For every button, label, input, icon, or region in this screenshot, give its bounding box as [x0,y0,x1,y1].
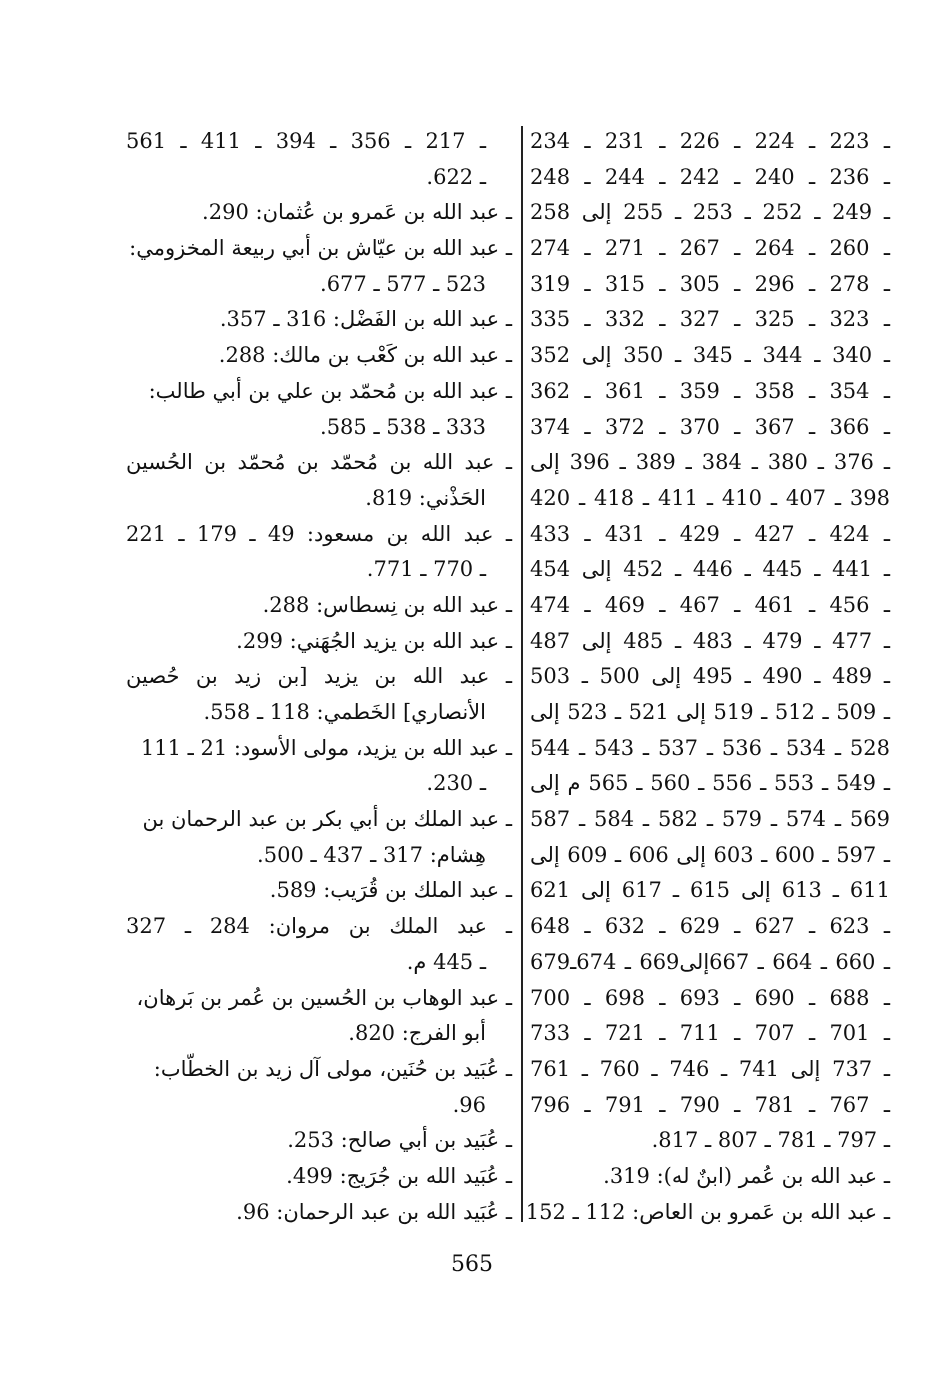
index-line: ـ عُبَيد الله بن عبد الرحمان: 96. [236,1199,512,1224]
index-line: ـ عبد الملك بن أبي بكر بن عبد الرحمان بن [142,807,512,832]
index-line: ـ 767 ـ 781 ـ 790 ـ 791 ـ 796 [530,1092,890,1117]
index-line: 569 ـ 574 ـ 579 ـ 582 ـ 584 ـ 587 [530,807,890,832]
index-line: ـ 376 ـ 380 ـ 384 ـ 389 ـ 396 إلى [530,450,890,475]
index-line: ـ 549 ـ 553 ـ 556 ـ 560 ـ 565 م إلى [530,771,890,796]
index-line: هِشام: 317 ـ 437 ـ 500. [257,842,486,867]
index-line: ـ عبد الله بن عيّاش بن أبي ربيعة المخزومي: [129,236,512,261]
index-line: ـ 737 إلى 741 ـ 746 ـ 760 ـ 761 [530,1056,891,1081]
index-line: ـ عبد الله بن مُحمّد بن علي بن أبي طالب: [148,378,512,403]
index-line: ـ 340 ـ 344 ـ 345 ـ 350 إلى 352 [530,343,891,368]
index-line: ـ 701 ـ 707 ـ 711 ـ 721 ـ 733 [530,1021,890,1046]
index-line: ـ عبد الله بن عُمر (ابنٌ له): 319. [603,1163,890,1188]
index-line: ـ عبد الله بن يزيد الجُهَني: 299. [236,628,512,653]
index-line: الحَذْني: 819. [365,485,486,510]
column-divider [521,126,523,1222]
index-line: ـ عبد الله بن عَمرو بن عُثمان: 290. [202,200,512,225]
index-line: ـ 354 ـ 358 ـ 359 ـ 361 ـ 362 [530,378,890,403]
index-column-left [126,124,512,1230]
index-line: 611 ـ 613 إلى 615 ـ 617 إلى 621 [530,878,890,903]
index-line: ـ عُبَيد بن حُنَين، مولى آل زيد بن الخطّاب: [153,1056,512,1081]
index-line: ـ 230. [426,771,486,796]
index-line: ـ عبد الله بن يزيد [بن زيد بن حُصين [126,664,512,689]
index-line: ـ 797 ـ 781 ـ 807 ـ 817. [651,1128,890,1153]
index-column-right [525,124,891,1230]
index-line: ـ عبد الله بن يزيد، مولى الأسود: 21 ـ 111 [140,735,512,760]
index-line: ـ عبد الله بن عَمرو بن العاص: 112 ـ 152 [525,1199,890,1224]
index-line: ـ 509 ـ 512 ـ 519 إلى 521 ـ 523 إلى [530,700,890,724]
index-line: ـ 424 ـ 427 ـ 429 ـ 431 ـ 433 [530,521,890,546]
index-line: ـ 223 ـ 224 ـ 226 ـ 231 ـ 234 [530,129,890,153]
index-line: الأنصاري] الخَطمي: 118 ـ 558. [203,700,486,724]
index-line: ـ عبد الله بن مُحمّد بن مُحمّد بن الحُسين [126,450,512,475]
index-line: ـ 249 ـ 252 ـ 253 ـ 255 إلى 258 [530,200,891,225]
index-line: ـ عبد الملك بن قُرَيب: 589. [269,878,512,903]
index-line: ـ 445 م. [406,949,486,974]
index-line: ـ 441 ـ 445 ـ 446 ـ 452 إلى 454 [530,557,891,582]
index-line: ـ عُبَيد بن أبي صالح: 253. [287,1128,512,1153]
index-line: ـ 622. [426,164,486,189]
index-line: ـ عبد الله بن مسعود: 49 ـ 179 ـ 221 [126,521,512,546]
index-line: ـ عبد الله بن نِسطاس: 288. [262,592,512,617]
index-line: 96. [452,1092,486,1117]
index-line: ـ 456 ـ 461 ـ 467 ـ 469 ـ 474 [530,592,890,617]
index-line: ـ عبد الله بن كَعْب بن مالك: 288. [218,343,512,368]
index-line: ـ 323 ـ 325 ـ 327 ـ 332 ـ 335 [530,307,890,332]
page-number: 565 [451,1252,493,1277]
index-line: ـ عبد الملك بن مروان: 284 ـ 327 [126,914,512,939]
index-line: ـ 597 ـ 600 ـ 603 إلى 606 ـ 609 إلى [530,842,890,867]
index-line: ـ 770 ـ 771. [366,557,486,582]
index-line: ـ 477 ـ 479 ـ 483 ـ 485 إلى 487 [530,628,891,653]
index-line: ـ 366 ـ 367 ـ 370 ـ 372 ـ 374 [530,414,890,439]
index-line: ـ عُبَيد الله بن جُرَيج: 499. [286,1163,512,1188]
index-line: ـ 623 ـ 627 ـ 629 ـ 632 ـ 648 [530,914,890,939]
index-line: ـ 236 ـ 240 ـ 242 ـ 244 ـ 248 [530,164,890,189]
index-line: ـ عبد الله بن الفَضْل: 316 ـ 357. [219,307,512,332]
index-line: ـ 217 ـ 356 ـ 394 ـ 411 ـ 561 [126,129,486,153]
index-line: ـ 660 ـ 664 ـ 667إلى669 ـ 674ـ679 [530,949,890,974]
index-line: 528 ـ 534 ـ 536 ـ 537 ـ 543 ـ 544 [530,735,890,760]
index-line: ـ 278 ـ 296 ـ 305 ـ 315 ـ 319 [530,271,890,296]
index-line: أبو الفرج: 820. [348,1021,486,1046]
index-line: ـ 489 ـ 490 ـ 495 إلى 500 ـ 503 [530,664,891,689]
index-line: 398 ـ 407 ـ 410 ـ 411 ـ 418 ـ 420 [530,485,890,510]
index-line: ـ 260 ـ 264 ـ 267 ـ 271 ـ 274 [530,236,890,261]
index-line: ـ عبد الوهاب بن الحُسين بن عُمر بن بَرهان، [136,985,512,1010]
index-line: 523 ـ 577 ـ 677. [320,271,486,296]
index-line: 333 ـ 538 ـ 585. [320,414,486,439]
index-line: ـ 688 ـ 690 ـ 693 ـ 698 ـ 700 [530,985,890,1010]
